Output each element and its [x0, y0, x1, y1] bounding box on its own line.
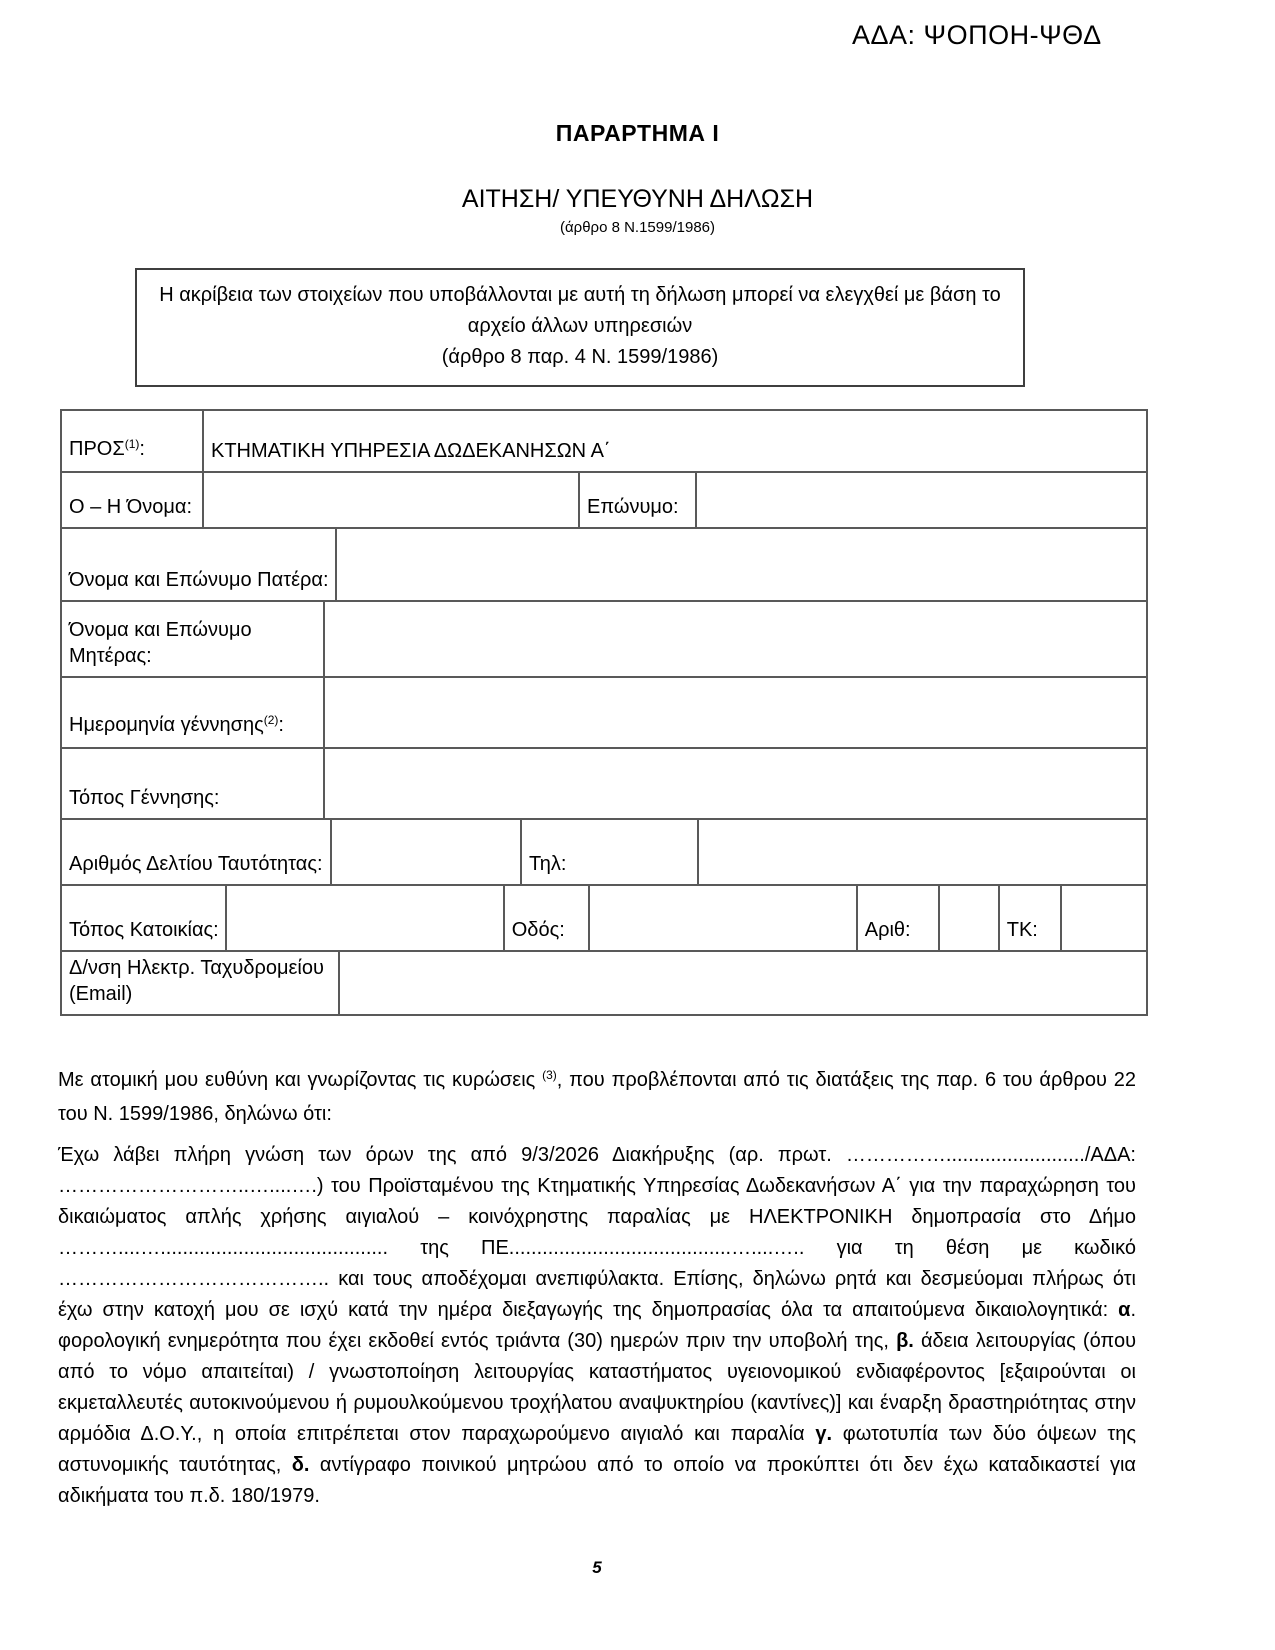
footnote-ref-2: (2) [263, 713, 279, 727]
street-no-label: Αριθ: [858, 886, 940, 950]
first-name-label: Ο – Η Όνομα: [62, 473, 204, 527]
birth-place-input[interactable] [325, 749, 1146, 818]
postal-code-label: ΤΚ: [1000, 886, 1062, 950]
mother-name-label: Όνομα και Επώνυμο Μητέρας: [62, 602, 325, 676]
notice-line-3: (άρθρο 8 παρ. 4 Ν. 1599/1986) [441, 346, 719, 368]
annex-title: ΠΑΡΑΡΤΗΜΑ Ι [555, 120, 720, 146]
street-no-input[interactable] [940, 886, 1000, 950]
residence-label: Τόπος Κατοικίας: [62, 886, 227, 950]
notice-line-2: αρχείο άλλων υπηρεσιών [467, 315, 693, 337]
law-reference: (άρθρο 8 Ν.1599/1986) [560, 219, 715, 236]
father-name-label: Όνομα και Επώνυμο Πατέρα: [62, 529, 337, 600]
residence-input[interactable] [227, 886, 505, 950]
personal-details-table [60, 409, 1148, 1016]
form-row-id-phone [62, 818, 1146, 884]
notice-line-1: Η ακρίβεια των στοιχείων που υποβάλλονται με αυτή τη δήλωση μπορεί να ελεγχθεί με βάση το [159, 284, 1001, 306]
email-label: Δ/νση Ηλεκτρ. Ταχυδρομείου (Email) [62, 952, 340, 1014]
declaration-intro: Με ατομική μου ευθύνη και γνωρίζοντας τις κυρώσεις $^{(3)}$, που προβλέπονται από τις διατάξεις της παρ. 6 του άρθρου 22 του Ν. 1599/1986, δηλώνω ότι: [58, 1068, 1136, 1125]
birth-date-label: Ημερομηνία γέννησης$^{(2)}$: [62, 678, 325, 747]
street-input[interactable] [590, 886, 858, 950]
recipient-label: ΠΡΟΣ$^{(1)}$: [62, 411, 204, 471]
form-row-birth-place [62, 747, 1146, 818]
ada-code: ΑΔΑ: ΨΟΠΟΗ-ΨΘΔ [852, 20, 1102, 50]
form-row-mother-name [62, 600, 1146, 676]
footnote-ref-3: (3) [542, 1068, 557, 1082]
first-name-input[interactable] [204, 473, 580, 527]
form-row-name [62, 471, 1146, 527]
father-name-input[interactable] [337, 529, 1146, 600]
form-row-father-name [62, 527, 1146, 600]
form-row-birth-date [62, 676, 1146, 747]
postal-code-input[interactable] [1062, 886, 1146, 950]
surname-input[interactable] [697, 473, 1146, 527]
birth-date-input[interactable] [325, 678, 1146, 747]
form-row-address [62, 884, 1146, 950]
recipient-value: ΚΤΗΜΑΤΙΚΗ ΥΠΗΡΕΣΙΑ ΔΩΔΕΚΑΝΗΣΩΝ Α΄ [211, 440, 611, 462]
street-label: Οδός: [505, 886, 590, 950]
email-input[interactable] [340, 952, 1146, 1014]
phone-input[interactable] [699, 820, 1146, 884]
id-number-input[interactable] [332, 820, 522, 884]
birth-place-label: Τόπος Γέννησης: [62, 749, 325, 818]
document-title: ΑΙΤΗΣΗ/ ΥΠΕΥΘΥΝΗ ΔΗΛΩΣΗ [461, 185, 814, 213]
id-number-label: Αριθμός Δελτίου Ταυτότητας: [62, 820, 332, 884]
footnote-ref-1: (1) [124, 437, 140, 451]
mother-name-input[interactable] [325, 602, 1146, 676]
surname-label: Επώνυμο: [580, 473, 697, 527]
form-row-recipient [62, 411, 1146, 471]
accuracy-notice-box [135, 268, 1025, 387]
phone-label: Τηλ: [522, 820, 699, 884]
page-number: 5 [592, 1558, 602, 1577]
declaration-body: Έχω λάβει πλήρη γνώση των όρων της από 9/3/2026 Διακήρυξης (αρ. πρωτ. ……………........................./ΑΔΑ: ………………………..…....….) του Προϊσταμένου της Κτηματικής Υπηρεσίας Δωδεκανήσων Α΄ για την παραχώρηση του δικαιώματος απλής χρήσης αιγιαλού – κοινόχρηστης παραλίας με ΗΛΕΚΤΡΟΝΙΚΗ δημοπρασία στο Δήμο ………....…......................................... της ΠΕ........................................…....….. για τη θέση με κωδικό ………………………………….. και τους αποδέχομαι ανεπιφύλακτα. Επίσης, δηλώνω ρητά και δεσμεύομαι πλήρως ότι έχω στην κατοχή μου σε ισχύ κατά την ημέρα διεξαγωγής της δημοπρασίας όλα τα απαιτούμενα δικαιολογητικά: α. φορολογική ενημερότητα που έχει εκδοθεί εντός τριάντα (30) ημερών πριν την υποβολή της, β. άδεια λειτουργίας (όπου από το νόμο απαιτείται) / γνωστοποίηση λειτουργίας καταστήματος υγειονομικού ενδιαφέροντος [εξαιρούνται οι εκμεταλλευτές αυτοκινούμενου ή ρυμουλκούμενου τροχήλατου αναψυκτηρίου (καντίνες)] και έναρξη δραστηριότητας στην αρμόδια Δ.Ο.Υ., η οποία επιτρέπεται στον παραχωρούμενο αιγιαλό και παραλία γ. φωτοτυπία των δύο όψεων της αστυνομικής ταυτότητας, δ. αντίγραφο ποινικού μητρώου από το οποίο να προκύπτει ότι δεν έχω καταδικαστεί για αδικήματα του π.δ. 180/1979. [58, 1144, 1137, 1507]
form-row-email [62, 950, 1146, 1014]
